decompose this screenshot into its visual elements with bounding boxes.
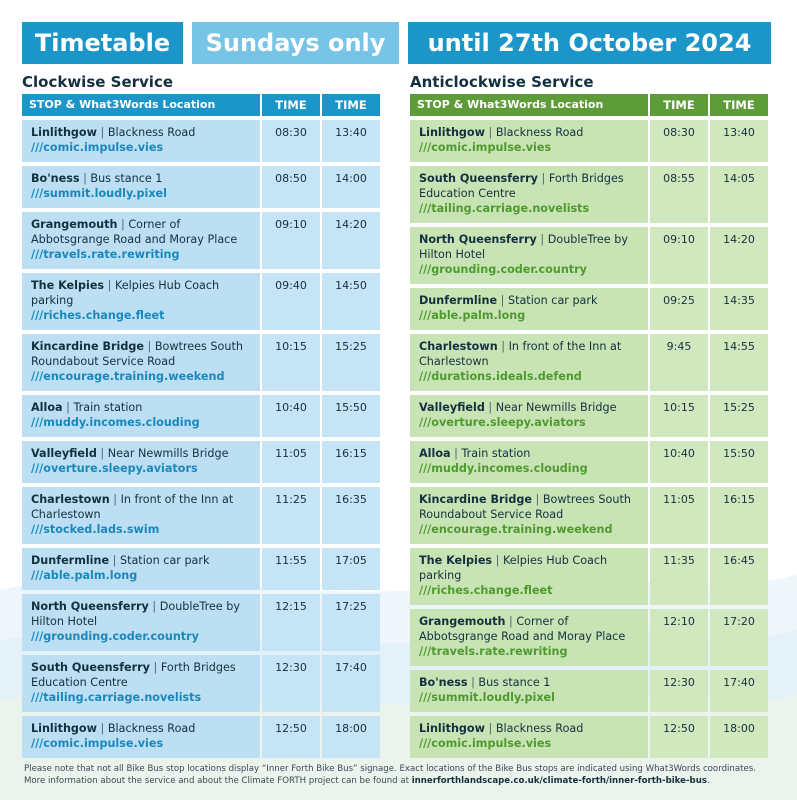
table-row — [22, 212, 384, 269]
stop-location: DoubleTree by Hilton Hotel — [31, 600, 240, 628]
departure-time: 09:10 — [262, 212, 320, 269]
column-header-time: TIME — [322, 94, 380, 116]
stop-cell — [410, 120, 648, 162]
stop-name: Grangemouth — [31, 218, 118, 231]
stop-name: The Kelpies — [31, 279, 105, 292]
column-header-time: TIME — [650, 94, 708, 116]
departure-time: 12:50 — [262, 716, 320, 758]
departure-time: 14:20 — [322, 212, 380, 269]
footer-line-2-text: More information about the service and about the Climate FORTH project can be found at — [24, 776, 412, 786]
table-row — [410, 166, 772, 223]
separator: | — [450, 447, 462, 460]
departure-time: 10:15 — [650, 395, 708, 437]
departure-time: 09:10 — [650, 227, 708, 284]
departure-time: 14:50 — [322, 273, 380, 330]
departure-time: 15:50 — [322, 395, 380, 437]
stop-location: Blackness Road — [495, 126, 584, 139]
footer-note — [24, 763, 784, 787]
stop-location: Forth Bridges Education Centre — [31, 661, 236, 689]
table-row — [22, 655, 384, 712]
separator: | — [484, 126, 496, 139]
stop-location: Bowtrees South Roundabout Service Road — [31, 340, 243, 368]
what3words-location[interactable]: ///comic.impulse.vies — [31, 141, 164, 154]
what3words-location[interactable]: ///overture.sleepy.aviators — [419, 416, 586, 429]
stop-name: Dunfermline — [31, 554, 110, 567]
departure-time: 08:55 — [650, 166, 708, 223]
schedule-banner: Sundays only — [192, 22, 399, 64]
anticlockwise-section — [410, 72, 772, 758]
separator: | — [148, 600, 160, 613]
table-row — [410, 288, 772, 330]
separator: | — [492, 554, 503, 567]
departure-time: 08:30 — [262, 120, 320, 162]
table-row — [22, 441, 384, 483]
stop-cell — [410, 487, 648, 544]
column-header-time: TIME — [710, 94, 768, 116]
table-row — [22, 395, 384, 437]
departure-time: 12:15 — [262, 594, 320, 651]
table-row — [410, 120, 772, 162]
what3words-location[interactable]: ///able.palm.long — [31, 569, 138, 582]
stop-cell — [22, 273, 260, 330]
stop-name: Alloa — [419, 447, 451, 460]
anticlockwise-rows — [410, 120, 772, 758]
table-row — [22, 548, 384, 590]
departure-time: 14:55 — [710, 334, 768, 391]
table-row — [22, 166, 384, 208]
departure-time: 11:05 — [650, 487, 708, 544]
stop-cell — [410, 716, 648, 758]
departure-time: 17:20 — [710, 609, 768, 666]
table-row — [22, 594, 384, 651]
stop-cell — [410, 609, 648, 666]
separator: | — [143, 340, 155, 353]
stop-location: Forth Bridges Education Centre — [419, 172, 624, 200]
separator: | — [109, 554, 120, 567]
departure-time: 11:05 — [262, 441, 320, 483]
footer-line-1: Please note that not all Bike Bus stop locations display “Inner Forth Bike Bus” signage. Exact locations of the Bike Bus stops are indicated using What3Words coordinates. — [24, 764, 756, 774]
stop-name: South Queensferry — [31, 661, 150, 674]
column-header-stop: STOP & What3Words Location — [22, 94, 260, 116]
what3words-location[interactable]: ///riches.change.fleet — [419, 584, 553, 597]
stop-location: Blackness Road — [107, 126, 196, 139]
stop-cell — [410, 227, 648, 284]
separator: | — [79, 172, 91, 185]
stop-cell — [22, 120, 260, 162]
stop-location: Corner of Abbotsgrange Road and Moray Place — [31, 218, 238, 246]
what3words-location[interactable]: ///able.palm.long — [419, 309, 526, 322]
stop-name: The Kelpies — [419, 554, 493, 567]
table-row — [410, 670, 772, 712]
what3words-location[interactable]: ///encourage.training.weekend — [419, 523, 613, 536]
stop-location: Bus stance 1 — [90, 172, 163, 185]
departure-time: 15:50 — [710, 441, 768, 483]
stop-cell — [22, 548, 260, 590]
stop-location: Train station — [73, 401, 143, 414]
departure-time: 11:25 — [262, 487, 320, 544]
stop-name: Linlithgow — [31, 722, 97, 735]
separator: | — [96, 126, 108, 139]
what3words-location[interactable]: ///comic.impulse.vies — [419, 737, 552, 750]
stop-cell — [410, 670, 648, 712]
separator: | — [62, 401, 74, 414]
stop-name: Kincardine Bridge — [419, 493, 532, 506]
anticlockwise-title: Anticlockwise Service — [410, 73, 594, 91]
separator: | — [96, 722, 108, 735]
what3words-location[interactable]: ///stocked.lads.swim — [31, 523, 160, 536]
stop-name: Alloa — [31, 401, 63, 414]
what3words-location[interactable]: ///comic.impulse.vies — [31, 737, 164, 750]
departure-time: 12:30 — [262, 655, 320, 712]
stop-cell — [410, 395, 648, 437]
departure-time: 15:25 — [710, 395, 768, 437]
separator: | — [484, 401, 496, 414]
stop-location: Station car park — [119, 554, 210, 567]
anticlockwise-table-header — [410, 94, 772, 116]
what3words-location[interactable]: ///tailing.carriage.novelists — [419, 202, 590, 215]
stop-location: Blackness Road — [107, 722, 196, 735]
what3words-location[interactable]: ///overture.sleepy.aviators — [31, 462, 198, 475]
what3words-location[interactable]: ///durations.ideals.defend — [419, 370, 582, 383]
stop-location: In front of the Inn at Charlestown — [419, 340, 622, 368]
table-row — [410, 609, 772, 666]
what3words-location[interactable]: ///grounding.coder.country — [31, 630, 199, 643]
departure-time: 9:45 — [650, 334, 708, 391]
footer-line-2 — [24, 775, 784, 787]
separator: | — [104, 279, 115, 292]
stop-location: Near Newmills Bridge — [495, 401, 617, 414]
what3words-location[interactable]: ///travels.rate.rewriting — [31, 248, 180, 261]
separator: | — [484, 722, 496, 735]
stop-cell — [410, 548, 648, 605]
departure-time: 10:15 — [262, 334, 320, 391]
departure-time: 14:20 — [710, 227, 768, 284]
column-header-time: TIME — [262, 94, 320, 116]
departure-time: 17:40 — [710, 670, 768, 712]
departure-time: 10:40 — [262, 395, 320, 437]
stop-location: Station car park — [507, 294, 598, 307]
stop-cell — [410, 166, 648, 223]
departure-time: 18:00 — [322, 716, 380, 758]
stop-name: Valleyfield — [419, 401, 485, 414]
stop-cell — [410, 334, 648, 391]
footer-line-2-end: . — [706, 776, 710, 786]
stop-location: Blackness Road — [495, 722, 584, 735]
departure-time: 14:00 — [322, 166, 380, 208]
departure-time: 13:40 — [710, 120, 768, 162]
table-row — [410, 548, 772, 605]
stop-name: Bo'ness — [31, 172, 80, 185]
clockwise-rows — [22, 120, 384, 758]
timetable-banner: Timetable — [22, 22, 183, 64]
what3words-location[interactable]: ///grounding.coder.country — [419, 263, 587, 276]
separator: | — [149, 661, 161, 674]
what3words-location[interactable]: ///travels.rate.rewriting — [419, 645, 568, 658]
table-row — [410, 227, 772, 284]
departure-time: 08:50 — [262, 166, 320, 208]
column-header-stop: STOP & What3Words Location — [410, 94, 648, 116]
stop-name: Bo'ness — [419, 676, 468, 689]
stop-name: North Queensferry — [31, 600, 149, 613]
clockwise-section — [22, 72, 384, 758]
separator: | — [537, 172, 549, 185]
stop-name: South Queensferry — [419, 172, 538, 185]
departure-time: 17:25 — [322, 594, 380, 651]
stop-location: In front of the Inn at Charlestown — [31, 493, 234, 521]
table-row — [22, 716, 384, 758]
stop-cell — [22, 441, 260, 483]
separator: | — [467, 676, 479, 689]
table-row — [22, 273, 384, 330]
departure-time: 16:15 — [710, 487, 768, 544]
stop-cell — [22, 334, 260, 391]
what3words-location[interactable]: ///summit.loudly.pixel — [31, 187, 167, 200]
departure-time: 11:35 — [650, 548, 708, 605]
stop-cell — [410, 288, 648, 330]
what3words-location[interactable]: ///comic.impulse.vies — [419, 141, 552, 154]
departure-time: 14:05 — [710, 166, 768, 223]
separator: | — [536, 233, 548, 246]
stop-name: Valleyfield — [31, 447, 97, 460]
departure-time: 13:40 — [322, 120, 380, 162]
departure-time: 14:35 — [710, 288, 768, 330]
footer-link[interactable]: innerforthlandscape.co.uk/climate-forth/inner-forth-bike-bus — [411, 776, 707, 786]
stop-cell — [22, 716, 260, 758]
stop-name: Linlithgow — [31, 126, 97, 139]
separator: | — [117, 218, 129, 231]
what3words-location[interactable]: ///muddy.incomes.clouding — [419, 462, 588, 475]
table-row — [410, 395, 772, 437]
stop-cell — [22, 212, 260, 269]
departure-time: 15:25 — [322, 334, 380, 391]
separator: | — [96, 447, 108, 460]
departure-time: 11:55 — [262, 548, 320, 590]
stop-location: Bowtrees South Roundabout Service Road — [419, 493, 631, 521]
what3words-location[interactable]: ///encourage.training.weekend — [31, 370, 225, 383]
stop-name: Charlestown — [31, 493, 110, 506]
what3words-location[interactable]: ///tailing.carriage.novelists — [31, 691, 202, 704]
departure-time: 16:45 — [710, 548, 768, 605]
stop-name: Charlestown — [419, 340, 498, 353]
departure-time: 17:05 — [322, 548, 380, 590]
departure-time: 16:15 — [322, 441, 380, 483]
departure-time: 12:30 — [650, 670, 708, 712]
what3words-location[interactable]: ///muddy.incomes.clouding — [31, 416, 200, 429]
stop-cell — [22, 594, 260, 651]
table-row — [410, 716, 772, 758]
what3words-location[interactable]: ///riches.change.fleet — [31, 309, 165, 322]
stop-cell — [22, 395, 260, 437]
departure-time: 09:40 — [262, 273, 320, 330]
stop-location: Bus stance 1 — [478, 676, 551, 689]
validity-banner: until 27th October 2024 — [408, 22, 771, 64]
departure-time: 16:35 — [322, 487, 380, 544]
stop-name: Linlithgow — [419, 722, 485, 735]
departure-time: 18:00 — [710, 716, 768, 758]
stop-cell — [410, 441, 648, 483]
separator: | — [497, 340, 509, 353]
stop-name: Kincardine Bridge — [31, 340, 144, 353]
table-row — [22, 334, 384, 391]
stop-name: Dunfermline — [419, 294, 498, 307]
separator: | — [109, 493, 121, 506]
separator: | — [497, 294, 508, 307]
stop-location: Corner of Abbotsgrange Road and Moray Place — [419, 615, 626, 643]
stop-name: North Queensferry — [419, 233, 537, 246]
what3words-location[interactable]: ///summit.loudly.pixel — [419, 691, 555, 704]
departure-time: 17:40 — [322, 655, 380, 712]
stop-name: Grangemouth — [419, 615, 506, 628]
separator: | — [531, 493, 543, 506]
departure-time: 12:50 — [650, 716, 708, 758]
stop-cell — [22, 166, 260, 208]
table-row — [410, 334, 772, 391]
departure-time: 12:10 — [650, 609, 708, 666]
stop-location: Train station — [461, 447, 531, 460]
stop-cell — [22, 655, 260, 712]
departure-time: 10:40 — [650, 441, 708, 483]
table-row — [410, 487, 772, 544]
table-row — [22, 120, 384, 162]
clockwise-table-header — [22, 94, 384, 116]
stop-location: Kelpies Hub Coach parking — [419, 554, 608, 582]
separator: | — [505, 615, 517, 628]
stop-location: DoubleTree by Hilton Hotel — [419, 233, 628, 261]
stop-name: Linlithgow — [419, 126, 485, 139]
table-row — [410, 441, 772, 483]
table-row — [22, 487, 384, 544]
clockwise-title: Clockwise Service — [22, 73, 174, 91]
stop-cell — [22, 487, 260, 544]
stop-location: Near Newmills Bridge — [107, 447, 229, 460]
departure-time: 08:30 — [650, 120, 708, 162]
departure-time: 09:25 — [650, 288, 708, 330]
stop-location: Kelpies Hub Coach parking — [31, 279, 220, 307]
